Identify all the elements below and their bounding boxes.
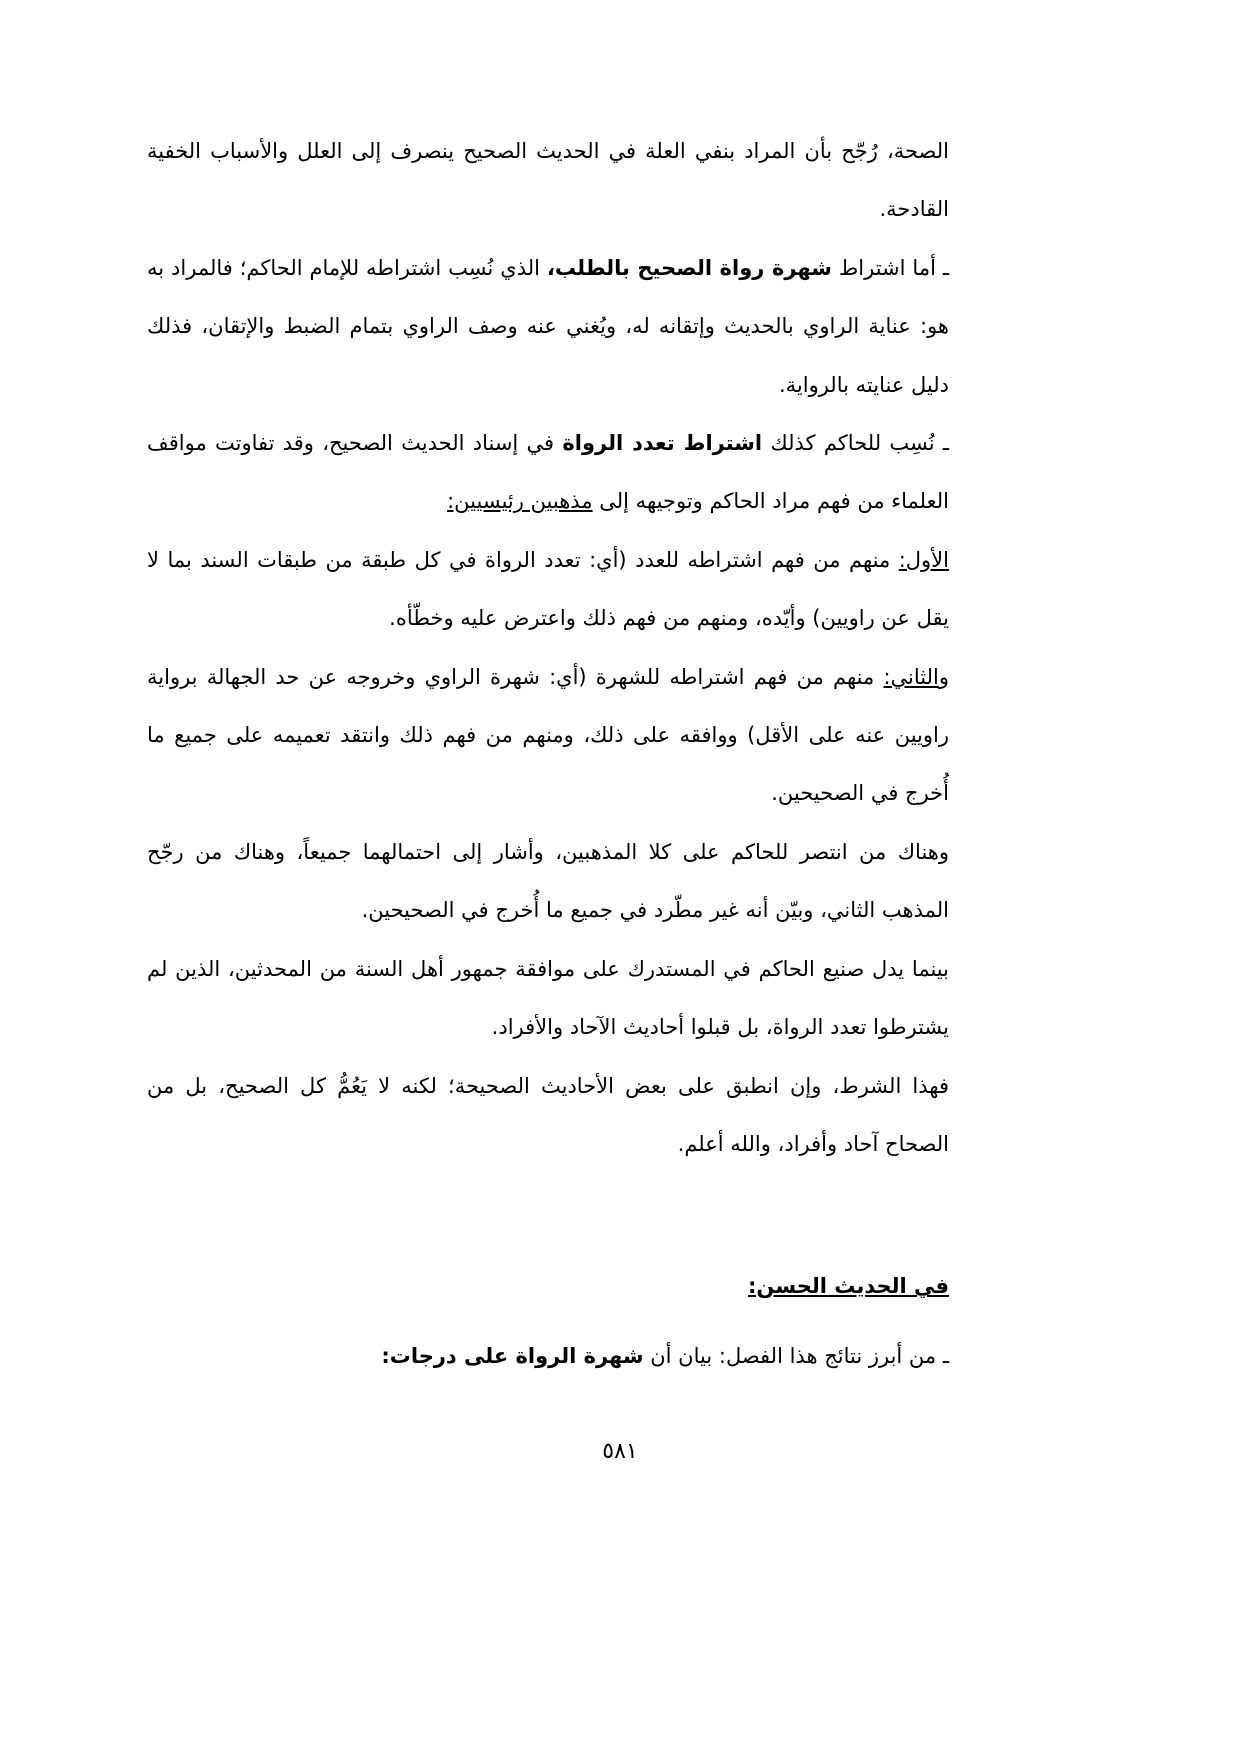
- bold-term-multiple-narrators: اشتراط تعدد الرواة: [562, 431, 763, 456]
- body-text: [147, 122, 949, 1173]
- underlined-second: الثاني:: [883, 664, 939, 689]
- paragraph-8: فهذا الشرط، وإن انطبق على بعض الأحاديث الصحيحة؛ لكنه لا يَعُمُّ كل الصحيح، بل من الصحاح آحاد وأفراد، والله أعلم.: [147, 1073, 949, 1156]
- section-heading: في الحديث الحسن:: [748, 1274, 949, 1298]
- paragraph-1: الصحة، رُجّح بأن المراد بنفي العلة في الحديث الصحيح ينصرف إلى العلل والأسباب الخفية القادحة.: [147, 139, 949, 222]
- paragraph-7: بينما يدل صنيع الحاكم في المستدرك على موافقة جمهور أهل السنة من المحدثين، الذين لم يشترطوا تعدد الرواة، بل قبلوا أحاديث الآحاد والأفراد.: [147, 956, 949, 1040]
- underlined-first: الأول:: [898, 547, 949, 572]
- paragraph-4: الأول: منهم من فهم اشتراطه للعدد (أي: تعدد الرواة في كل طبقة من طبقات السند بما لا يقل عن راويين) وأيّده، ومنهم من فهم ذلك واعترض عليه وخطّأه.: [147, 547, 949, 631]
- paragraph-6: وهناك من انتصر للحاكم على كلا المذهبين، وأشار إلى احتمالهما جميعاً، وهناك من رجّح المذهب الثاني، وبيّن أنه غير مطّرد في جميع ما أُخرج في الصحيحين.: [147, 839, 949, 923]
- paragraph-3: ـ نُسِب للحاكم كذلك اشتراط تعدد الرواة في إسناد الحديث الصحيح، وقد تفاوتت مواقف العلماء من فهم مراد الحاكم وتوجيهه إلى مذهبين رئيسيين:: [147, 431, 950, 514]
- paragraph-5: والثاني: منهم من فهم اشتراطه للشهرة (أي: شهرة الراوي وخروجه عن حد الجهالة برواية راويين عنه على الأقل) ووافقه على ذلك، ومنهم من فهم ذلك وانتقد تعميمه على جميع ما أُخرج في الصحيحين.: [147, 664, 949, 806]
- paragraph-2: ـ أما اشتراط شهرة رواة الصحيح بالطلب، الذي نُسِب اشتراطه للإمام الحاكم؛ فالمراد به هو: عناية الراوي بالحديث وإتقانه له، ويُغني عنه وصف الراوي بتمام الضبط والإتقان، فذلك دليل عنايته بالرواية.: [147, 255, 950, 397]
- results-line: ـ من أبرز نتائج هذا الفصل: بيان أن شهرة الرواة على درجات:: [381, 1344, 949, 1368]
- bold-term-levels-of-fame: شهرة الرواة على درجات:: [381, 1344, 644, 1368]
- page-number: ٥٨١: [602, 1439, 638, 1464]
- bold-term-fame-of-narrators: شهرة رواة الصحيح بالطلب،: [546, 255, 832, 280]
- underlined-two-schools: مذهبين رئيسيين:: [447, 489, 593, 514]
